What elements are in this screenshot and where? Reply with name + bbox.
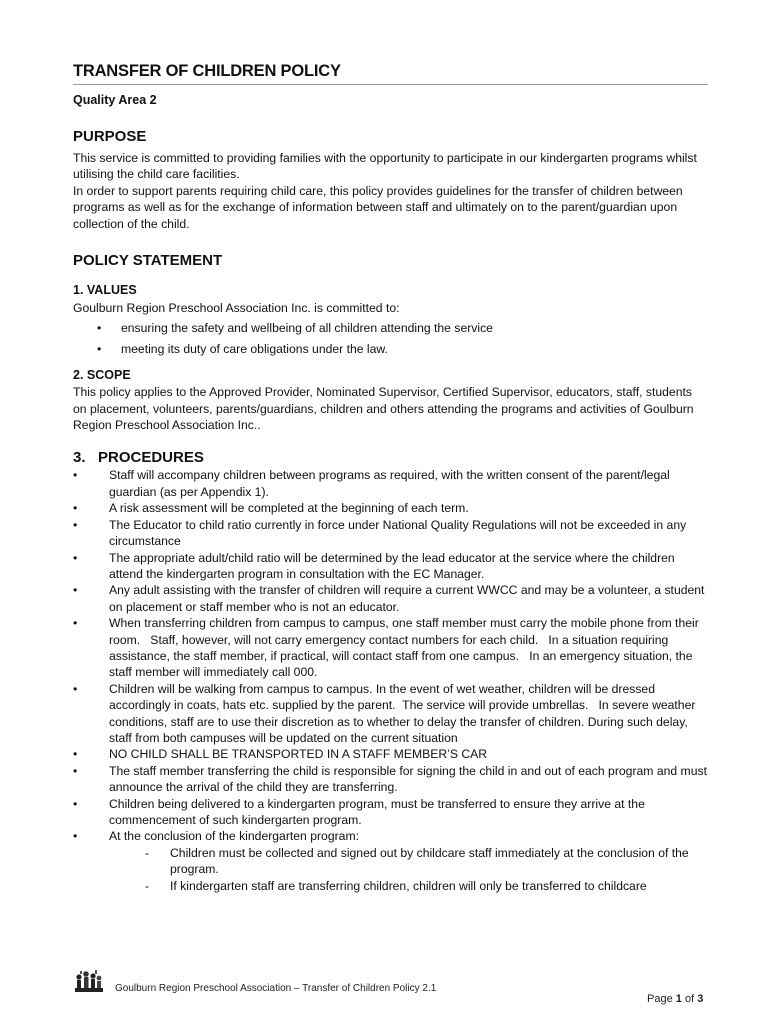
purpose-text: This service is committed to providing families with the opportunity to participate in our kindergarten programs whilst utilising the child care facilities. In order to support parents requiring child care, this policy provides guidelines for the transfer of children between programs as well as for the exchange of information between staff and ultimately on to the parent/guardian upon collection of the child. bbox=[73, 151, 697, 231]
list-item-text: The staff member transferring the child is responsible for signing the child in and out of each program and must announce the arrival of the child they are transferring. bbox=[109, 763, 707, 795]
bullet: • bbox=[73, 501, 78, 516]
list-item-text: A risk assessment will be completed at the beginning of each term. bbox=[109, 501, 469, 516]
list-item bbox=[73, 582, 708, 615]
list-item bbox=[73, 320, 708, 336]
list-item-text: Any adult assisting with the transfer of children will require a current WWCC and may be a volunteer, a student on placement or staff member who is not an educator. bbox=[109, 583, 705, 614]
footer-text: Goulburn Region Preschool Association – Transfer of Children Policy 2.1 bbox=[115, 983, 437, 994]
sub-list-item-text: If kindergarten staff are transferring children, children will only be transferred to childcare bbox=[170, 878, 647, 893]
list-item bbox=[73, 763, 708, 796]
list-item-text: NO CHILD SHALL BE TRANSPORTED IN A STAFF MEMBER’S CAR bbox=[109, 747, 488, 762]
bullet: • bbox=[73, 468, 78, 483]
bullet: • bbox=[97, 341, 102, 356]
document-page bbox=[73, 62, 708, 894]
bullet: • bbox=[73, 796, 78, 811]
bullet: • bbox=[73, 583, 78, 598]
scope-heading: 2. SCOPE bbox=[73, 368, 131, 383]
purpose-heading: PURPOSE bbox=[73, 128, 147, 145]
list-item bbox=[73, 517, 708, 550]
values-heading: 1. VALUES bbox=[73, 283, 137, 298]
list-item bbox=[73, 681, 708, 747]
quality-area: Quality Area 2 bbox=[73, 93, 157, 107]
list-item-text: Children will be walking from campus to campus. In the event of wet weather, children will be dressed accordingly in coats, hats etc. supplied by the parent. The service will provide umbrellas. In severe weather conditions, staff are to use their discretion as to whether to delay the transfer of children. During such delay, staff from both campuses will be updated on the current situation bbox=[109, 681, 699, 745]
dash: - bbox=[145, 878, 150, 893]
bullet: • bbox=[73, 747, 78, 762]
dash: - bbox=[145, 845, 150, 860]
page-current: 1 bbox=[675, 993, 682, 1005]
values-intro: Goulburn Region Preschool Association Inc. is committed to: bbox=[73, 301, 400, 316]
sub-list-item bbox=[109, 878, 708, 894]
bullet: • bbox=[73, 616, 78, 631]
list-item-text: When transferring children from campus to campus, one staff member must carry the mobile phone from their room. Staff, however, will not carry emergency contact numbers for each child. In a situation requiring assistance, the staff member, if practical, will contact staff from one campus. In an emergency situation, the staff member will immediately call 000. bbox=[109, 616, 703, 680]
page-number bbox=[647, 993, 703, 1005]
list-item bbox=[73, 796, 708, 829]
list-item bbox=[73, 550, 708, 583]
list-item-text: Staff will accompany children between programs as required, with the written consent of the parent/legal guardian (as per Appendix 1). bbox=[109, 468, 670, 499]
procedures-heading: 3. PROCEDURES bbox=[73, 449, 204, 467]
bullet: • bbox=[73, 829, 78, 844]
document-title: TRANSFER OF CHILDREN POLICY bbox=[73, 62, 708, 85]
list-item bbox=[73, 341, 708, 357]
sub-list-item-text: Children must be collected and signed out by childcare staff immediately at the conclusion of the program. bbox=[170, 845, 689, 877]
list-item bbox=[73, 467, 708, 500]
sub-list bbox=[109, 845, 708, 894]
bullet: • bbox=[97, 321, 102, 336]
page-label: Page bbox=[647, 993, 673, 1005]
bullet: • bbox=[73, 763, 78, 778]
list-item bbox=[73, 746, 708, 762]
list-item bbox=[73, 615, 708, 681]
page-of: of bbox=[684, 993, 695, 1005]
list-item-text: Children being delivered to a kindergarten program, must be transferred to ensure they arrive at the commencement of such kindergarten program. bbox=[109, 796, 645, 827]
procedures-list bbox=[73, 467, 708, 894]
policy-statement-heading: POLICY STATEMENT bbox=[73, 252, 223, 270]
list-item-text: The Educator to child ratio currently in force under National Quality Regulations will not be exceeded in any circumstance bbox=[109, 517, 687, 549]
list-item-text: ensuring the safety and wellbeing of all children attending the service bbox=[121, 321, 493, 336]
bullet: • bbox=[73, 550, 78, 565]
list-item bbox=[73, 828, 708, 894]
list-item-text: At the conclusion of the kindergarten program: bbox=[109, 829, 359, 844]
list-item bbox=[73, 500, 708, 516]
children-silhouette-logo-icon bbox=[75, 968, 103, 992]
bullet: • bbox=[73, 517, 78, 532]
values-list bbox=[73, 320, 708, 357]
bullet: • bbox=[73, 681, 78, 696]
list-item-text: The appropriate adult/child ratio will be determined by the lead educator at the service where the children attend the kindergarten program in consultation with the EC Manager. bbox=[109, 550, 675, 581]
page-total: 3 bbox=[697, 993, 704, 1005]
list-item-text: meeting its duty of care obligations under the law. bbox=[121, 341, 388, 356]
sub-list-item bbox=[109, 845, 708, 878]
scope-text: This policy applies to the Approved Provider, Nominated Supervisor, Certified Supervisor, educators, staff, students on placement, volunteers, parents/guardians, children and others attending the programs and activities of Goulburn Region Preschool Association Inc.. bbox=[73, 385, 694, 433]
